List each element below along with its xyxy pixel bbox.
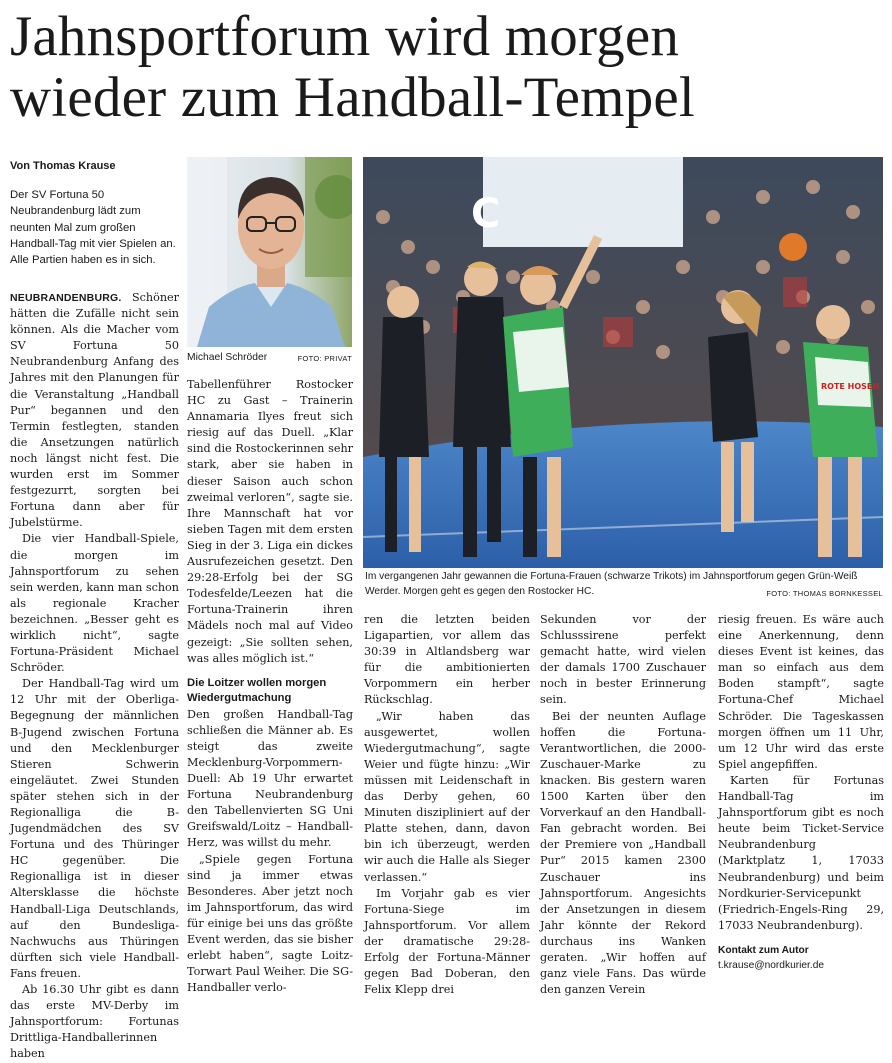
article-column-1 xyxy=(10,290,179,1063)
subheading: Die Loitzer wollen morgen Wiedergutmachung xyxy=(187,676,327,704)
portrait-photo xyxy=(187,157,352,347)
paragraph: Im Vorjahr gab es vier Fortuna-Siege im Jahnsportforum. Vor allem der dramatische 29:28-Erfolg der Fortuna-Männer gegen Bad Doberan, den Felix Klepp drei xyxy=(364,886,530,997)
paragraph: Karten für Fortunas Handball-Tag im Jahnsportforum gibt es noch heute beim Ticket-Service Neubrandenburg (Marktplatz 1, 17033 Neubrandenburg) und beim Nordkurier-Servicepunkt (Friedrich-Engels-Ring 29, 17033 Neubrandenburg). xyxy=(718,773,884,932)
main-photo-caption xyxy=(365,570,883,601)
article-column-5 xyxy=(718,612,884,973)
paragraph: Tabellenführer Rostocker HC zu Gast – Trainerin Annamaria Ilyes freut sich riesig auf das Duell. „Klar sind die Rostockerinnen sehr stark, aber sie haben in dieser Saison auch schon zweimal verloren“, sagte sie. Ihre Mannschaft hat vor sieben Tagen mit dem ersten Sieg in der 3. Liga ein dickes Ausrufezeichen gesetzt. Den 29:28-Erfolg bei der SG Todesfelde/Leezen hat die Fortuna-Trainerin ihren Mädels noch mal auf Video gezeigt: „Sie sollten sehen, was alles möglich ist.“ xyxy=(187,378,353,665)
portrait-credit: FOTO: PRIVAT xyxy=(297,354,352,363)
author-contact-heading: Kontakt zum Autor xyxy=(718,944,809,956)
headline-line-1: Jahnsportforum wird morgen xyxy=(10,5,680,68)
paragraph: NEUBRANDENBURG. Schöner hätten die Zufälle nicht sein können. Als die Macher vom SV Fortuna 50 Neubrandenburg Anfang des Jahres mit den Planungen für die Veranstaltung „Handball Pur“ begannen und den Termin festlegten, standen die Ansetzungen natürlich noch längst nicht fest. Die wurden erst im Sommer festgezurrt, sorgten bei Fortuna dann aber für Jubelstürme. xyxy=(10,291,179,530)
main-photo-caption-text: Im vergangenen Jahr gewannen die Fortuna-Frauen (schwarze Trikots) im Jahnsportforum gegen Grün-Weiß Werder. Morgen geht es gegen den Rostocker HC. xyxy=(365,571,858,597)
paragraph: Den großen Handball-Tag schließen die Männer ab. Es steigt das zweite Mecklenburg-Vorpommern-Duell: Ab 19 Uhr erwartet Fortuna Neubrandenburg den Tabellenvierten SG Uni Greifswald/Loitz – Handball-Herz, was willst du mehr. xyxy=(187,707,353,850)
teaser: Der SV Fortuna 50 Neubrandenburg lädt zum neunten Mal zum großen Handball-Tag mit vier Spielen an. Alle Partien haben es in sich. xyxy=(10,189,176,267)
main-photo-credit: FOTO: THOMAS BORNKESSEL xyxy=(766,588,883,598)
paragraph: Der Handball-Tag wird um 12 Uhr mit der Oberliga-Begegnung der männlichen B-Jugend zwischen Fortuna und den Mecklenburger Stieren Schwerin eingeläutet. Zwei Stunden später stehen sich in der Regionalliga die B-Jugendmädchen des SV Fortuna und des Thüringer HC gegenüber. Die Regionalliga ist in dieser Altersklasse die höchste Handball-Liga Deutschlands, auf den Bundesliga-Nachwuchs aus Thüringen dürften sich viele Handball-Fans freuen. xyxy=(10,677,179,980)
paragraph: Bei der neunten Auflage hoffen die Fortuna-Verantwortlichen, die 2000-Zuschauer-Marke zu knacken. Bis gestern waren 1500 Karten über den Vorverkauf an den Handball-Fan gebracht worden. Bei der Premiere von „Handball Pur“ 2015 kamen 2300 Zuschauer ins Jahnsportforum. Angesichts der Ansetzungen in diesem Jahr könnte der Rekord durchaus ins Wanken geraten. „Wir hoffen auf ganz viele Fans. Das würde den ganzen Verein xyxy=(540,709,706,997)
paragraph: Ab 16.30 Uhr gibt es dann das erste MV-Derby im Jahnsportforum: Fortunas Drittliga-Handballerinnen haben xyxy=(10,983,179,1061)
article-column-4 xyxy=(540,612,706,998)
main-photo xyxy=(363,157,883,568)
paragraph: „Wir haben das ausgewertet, wollen Wiedergutmachung“, sagte Weier und fügte hinzu: „Wir müssen mit Leidenschaft in das Derby gehen, 60 Minuten diszipliniert auf der Platte stehen, dann, davon bin ich überzeugt, werden wir auch die Halle als Sieger verlassen.“ xyxy=(364,709,530,884)
paragraph: ren die letzten beiden Ligapartien, vor allem das 30:39 in Altlandsberg war für die ambitionierten Vorpommern ein herber Rückschlag. xyxy=(364,613,530,707)
author-email-link[interactable]: t.krause@nordkurier.de xyxy=(718,959,825,971)
author-contact xyxy=(718,943,884,973)
headline-line-2: wieder zum Handball-Tempel xyxy=(10,66,695,129)
paragraph: riesig freuen. Es wäre auch eine Anerkennung, denn dieses Event ist keines, das man so einfach aus dem Boden stampft“, sagte Fortuna-Chef Michael Schröder. Die Tageskassen morgen öffnen um 11 Uhr, um 12 Uhr wird das erste Spiel angepfiffen. xyxy=(718,613,884,771)
paragraph: Sekunden vor der Schlusssirene perfekt gemacht hatte, wird vielen der damals 1700 Zuschauer noch in bester Erinnerung sein. xyxy=(540,613,706,707)
article-column-2 xyxy=(187,377,353,996)
portrait-caption xyxy=(187,352,352,363)
photo-jersey-text: ROTE HOSEN xyxy=(821,382,880,391)
dateline: NEUBRANDENBURG. xyxy=(10,292,122,304)
paragraph: Die vier Handball-Spiele, die morgen im Jahnsportforum zu sehen sein werden, kann man schon als regionale Kracher bezeichnen. „Besser geht es wirklich nicht“, sagte Fortuna-Präsident Michael Schröder. xyxy=(10,532,179,675)
photo-banner-letter: C xyxy=(471,191,501,237)
article-column-3 xyxy=(364,612,530,998)
headline xyxy=(10,6,890,128)
byline: Von Thomas Krause xyxy=(10,160,116,172)
paragraph: „Spiele gegen Fortuna sind ja immer etwas Besonderes. Aber jetzt noch im Jahnsportforum, das wird für einige bei uns das größte Event werden, das sie bisher erlebt haben“, sagte Loitz-Torwart Paul Weiher. Die SG-Handballer verlo- xyxy=(187,852,353,995)
portrait-caption-text: Michael Schröder xyxy=(187,352,268,363)
